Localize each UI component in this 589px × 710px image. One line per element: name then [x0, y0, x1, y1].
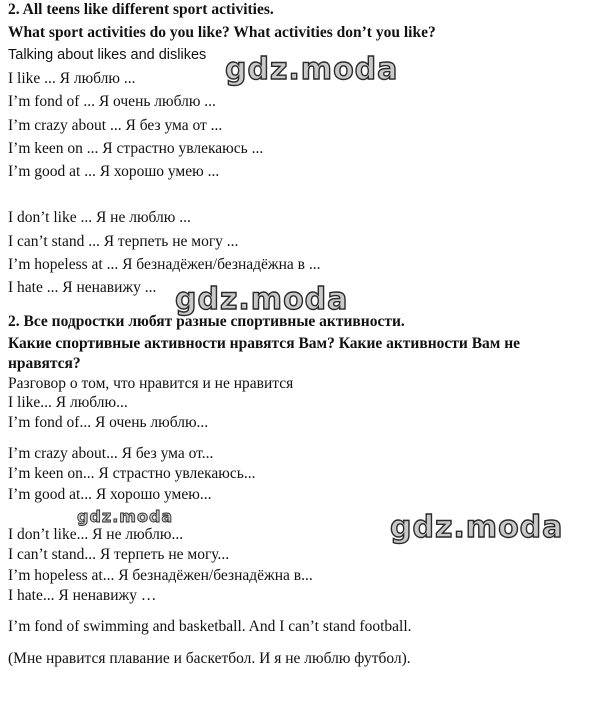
russian-question-line2: нравятся?	[8, 355, 81, 372]
english-dislike-2: I can’t stand ... Я терпеть не могу ...	[8, 233, 239, 250]
english-intro: Talking about likes and dislikes	[8, 47, 207, 63]
english-heading: 2. All teens like different sport activities.	[8, 1, 274, 18]
watermark-logo: gdz.moda	[225, 52, 399, 87]
russian-like-5: I’m good at... Я хорошо умею...	[8, 486, 212, 503]
russian-dislike-4: I hate... Я ненавижу …	[8, 587, 157, 604]
english-question: What sport activities do you like? What activities don’t you like?	[8, 24, 436, 41]
answer-english: I’m fond of swimming and basketball. And I can’t stand football.	[8, 618, 412, 635]
watermark-logo: gdz.moda	[77, 507, 174, 526]
russian-like-1: I like... Я люблю...	[8, 394, 128, 411]
english-like-4: I’m keen on ... Я страстно увлекаюсь ...	[8, 140, 264, 157]
russian-dislike-3: I’m hopeless at... Я безнадёжен/безнадёжна в...	[8, 567, 313, 584]
russian-like-4: I’m keen on... Я страстно увлекаюсь...	[8, 465, 256, 482]
english-like-1: I like ... Я люблю ...	[8, 70, 136, 87]
english-dislike-3: I’m hopeless at ... Я безнадёжен/безнадёжна в ...	[8, 256, 321, 273]
english-like-2: I’m fond of ... Я очень люблю ...	[8, 93, 216, 110]
answer-russian: (Мне нравится плавание и баскетбол. И я не люблю футбол).	[8, 650, 411, 667]
russian-like-2: I’m fond of... Я очень люблю...	[8, 414, 209, 431]
watermark-logo: gdz.moda	[390, 510, 564, 545]
english-dislike-1: I don’t like ... Я не люблю ...	[8, 209, 191, 226]
russian-dislike-2: I can’t stand... Я терпеть не могу...	[8, 546, 230, 563]
english-dislike-4: I hate ... Я ненавижу ...	[8, 279, 157, 296]
russian-heading: 2. Все подростки любят разные спортивные активности.	[8, 313, 405, 330]
russian-like-3: I’m crazy about... Я без ума от...	[8, 445, 214, 462]
watermark-logo: gdz.moda	[175, 282, 349, 317]
english-like-5: I’m good at ... Я хорошо умею ...	[8, 163, 220, 180]
english-like-3: I’m crazy about ... Я без ума от ...	[8, 117, 223, 134]
russian-dislike-1: I don’t like... Я не люблю...	[8, 526, 184, 543]
russian-question-line1: Какие спортивные активности нравятся Вам? Какие активности Вам не	[8, 335, 521, 352]
russian-intro: Разговор о том, что нравится и не нравится	[8, 375, 294, 392]
